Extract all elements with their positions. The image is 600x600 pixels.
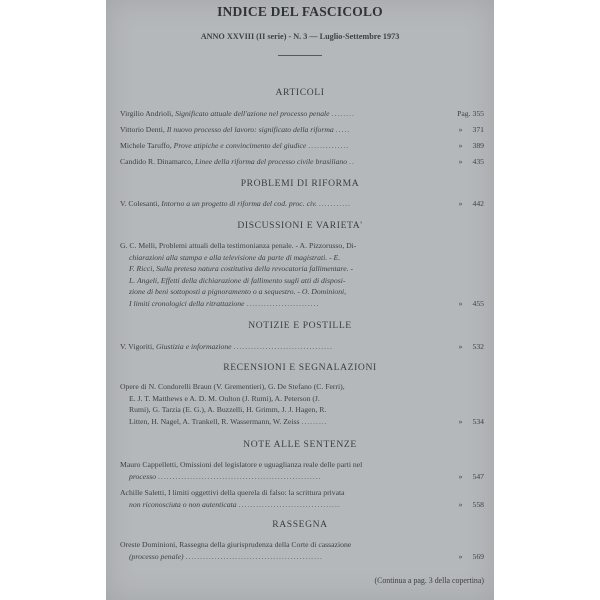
entry-page bbox=[459, 140, 484, 152]
entry-line: I limiti cronologici della ritrattazione bbox=[129, 298, 245, 308]
section-heading-rassegna: RASSEGNA bbox=[272, 519, 328, 530]
entry-leader-dots: ........................................................ bbox=[157, 471, 322, 481]
entry-page bbox=[459, 156, 484, 168]
section-heading-discussioni: DISCUSSIONI E VARIETA' bbox=[237, 220, 363, 231]
entry-page bbox=[459, 499, 484, 511]
entry-title: Prove atipiche e convincimento del giudice bbox=[173, 141, 307, 150]
continuation-note: (Continua a pag. 3 della copertina) bbox=[374, 576, 484, 585]
page-number: 532 bbox=[472, 342, 484, 351]
entry-leader-dots: ........ bbox=[331, 109, 355, 118]
page-label: » bbox=[458, 199, 463, 208]
entry-title: Intorno a un progetto di riforma del cod. proc. civ. bbox=[161, 199, 317, 208]
section-heading-problemi: PROBLEMI DI RIFORMA bbox=[240, 178, 360, 189]
toc-entry-denti bbox=[120, 124, 484, 136]
entry-line: non riconosciuta o non autenticata bbox=[129, 499, 237, 509]
entry-author: Vittorio Denti, bbox=[120, 125, 165, 134]
entry-leader-dots: .. bbox=[349, 157, 355, 166]
page-number: 569 bbox=[472, 551, 484, 561]
entry-page bbox=[457, 108, 484, 120]
entry-page bbox=[459, 471, 484, 483]
entry-leader-dots: ......... bbox=[301, 416, 328, 426]
entry-line: Opere di N. Condorelli Braun (V. Grementieri), G. De Stefano (C. Ferri), bbox=[120, 382, 345, 391]
entry-leader-dots: ........... bbox=[318, 199, 351, 208]
entry-page bbox=[459, 124, 484, 136]
entry-page bbox=[459, 551, 484, 563]
entry-leader-dots: ......................... bbox=[246, 298, 320, 308]
section-heading-note: NOTE ALLE SENTENZE bbox=[243, 439, 357, 450]
page-label: » bbox=[458, 471, 463, 481]
entry-title: Giustizia e informazione bbox=[156, 342, 232, 351]
entry-leader-dots: ............................................... bbox=[185, 551, 323, 561]
page-number: 371 bbox=[472, 125, 484, 134]
page-label: Pag. bbox=[457, 109, 471, 118]
page-label: » bbox=[458, 342, 463, 351]
entry-line: Achille Saletti, I limiti oggettivi della querela di falso: la scrittura privata bbox=[120, 488, 345, 497]
toc-entry-vigoriti bbox=[120, 341, 484, 353]
entry-line: F. Ricci, Sulla pretesa natura costitutiva della revocatoria fallimentare. - bbox=[129, 264, 354, 274]
entry-line: Mauro Cappelletti, Omissioni del legislatore e uguaglianza reale delle parti nel bbox=[120, 460, 363, 469]
entry-line: Oreste Dominioni, Rassegna della giurisprudenza della Corte di cassazione bbox=[120, 540, 352, 549]
page-label: » bbox=[458, 141, 463, 150]
entry-leader-dots: ................................... bbox=[238, 499, 341, 509]
entry-leader-dots: ..... bbox=[335, 125, 351, 134]
entry-page bbox=[459, 198, 484, 210]
page-number: 455 bbox=[472, 298, 484, 308]
toc-entry-dominioni bbox=[120, 539, 484, 562]
page-label: » bbox=[458, 157, 463, 166]
entry-line: processo bbox=[129, 471, 157, 481]
entry-line: G. C. Melli, Problemi attuali della testimonianza penale. - A. Pizzorusso, Di- bbox=[120, 241, 357, 250]
page-label: » bbox=[458, 125, 463, 134]
page-label: » bbox=[458, 551, 463, 561]
entry-line: L. Angeli, Effetti della dichiarazione di fallimento sugli atti di disposi- bbox=[129, 275, 346, 285]
entry-author: V. Vigoriti, bbox=[120, 342, 155, 351]
entry-line: Litten, H. Nagel, A. Trankell, R. Wassermann, W. Zeiss bbox=[129, 416, 300, 426]
toc-entry-colesanti bbox=[120, 198, 484, 210]
entry-line: chiarazioni alla stampa e alla televisione da parte di magistrati. - E. bbox=[129, 252, 341, 262]
page-label: » bbox=[458, 499, 463, 509]
entry-line: Rumi), G. Tarzia (E. G.), A. Buzzelli, H. Grimm, J. J. Hagen, R. bbox=[129, 405, 327, 415]
index-page bbox=[106, 0, 494, 600]
page-number: 442 bbox=[472, 199, 484, 208]
section-heading-articoli: ARTICOLI bbox=[275, 87, 325, 98]
toc-entry-discussioni bbox=[120, 240, 484, 310]
page-number: 534 bbox=[472, 416, 484, 426]
entry-author: V. Colesanti, bbox=[120, 199, 160, 208]
page-number: 558 bbox=[472, 499, 484, 509]
entry-author: Candido R. Dinamarco, bbox=[120, 157, 194, 166]
toc-entry-saletti bbox=[120, 487, 484, 510]
toc-entry-recensioni bbox=[120, 381, 484, 427]
page-number: 435 bbox=[472, 157, 484, 166]
page-number: 547 bbox=[472, 471, 484, 481]
entry-line: zione di beni sottoposti a pignoramento o a sequestro. - O. Dominioni, bbox=[129, 287, 347, 297]
entry-title: Il nuovo processo del lavoro: significato della riforma bbox=[166, 125, 334, 134]
title-divider bbox=[278, 55, 322, 56]
entry-line: E. J. T. Matthews e A. D. M. Oulton (J. Rumi), A. Peterson (J. bbox=[129, 393, 320, 403]
entry-author: Michele Taruffo, bbox=[120, 141, 172, 150]
toc-entry-andrioli bbox=[120, 108, 484, 120]
section-heading-recensioni: RECENSIONI E SEGNALAZIONI bbox=[223, 362, 377, 373]
issue-subtitle: ANNO XXVIII (II serie) - N. 3 — Luglio-Settembre 1973 bbox=[200, 32, 400, 41]
section-heading-notizie: NOTIZIE E POSTILLE bbox=[248, 320, 352, 331]
entry-title: Linee della riforma del processo civile brasiliano bbox=[194, 157, 348, 166]
entry-leader-dots: .............. bbox=[308, 141, 350, 150]
toc-entry-cappelletti bbox=[120, 459, 484, 482]
page-title: INDICE DEL FASCICOLO bbox=[217, 4, 383, 19]
entry-leader-dots: .................................. bbox=[233, 342, 333, 351]
entry-line: (processo penale) bbox=[129, 551, 184, 561]
page-label: » bbox=[458, 416, 463, 426]
page-label: » bbox=[458, 298, 463, 308]
entry-page bbox=[459, 416, 484, 428]
page-number: 389 bbox=[472, 141, 484, 150]
page-number: 355 bbox=[472, 109, 484, 118]
toc-entry-taruffo bbox=[120, 140, 484, 152]
entry-page bbox=[459, 341, 484, 353]
toc-entry-dinamarco bbox=[120, 156, 484, 168]
entry-author: Virgilio Andrioli, bbox=[120, 109, 174, 118]
entry-page bbox=[459, 298, 484, 310]
entry-title: Significato attuale dell'azione nel processo penale bbox=[175, 109, 330, 118]
